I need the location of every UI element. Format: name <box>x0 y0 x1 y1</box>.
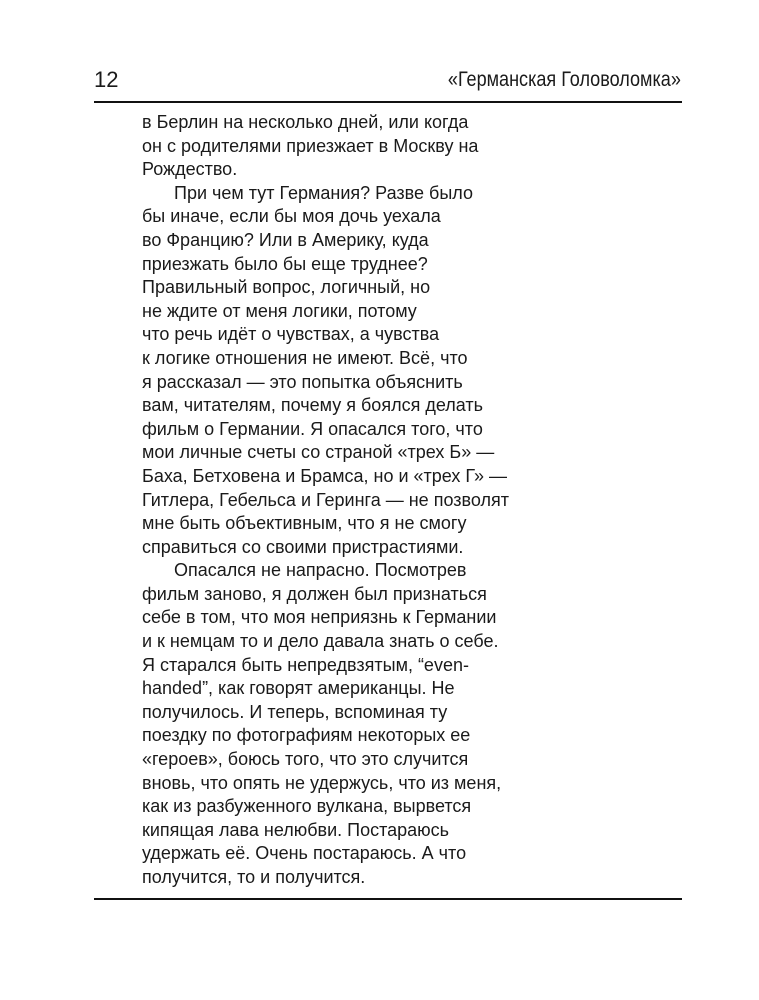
text-line: во Францию? Или в Америку, куда <box>142 229 429 250</box>
text-line: кипящая лава нелюбви. Постараюсь <box>142 819 450 840</box>
text-line: приезжать было бы еще труднее? <box>142 253 428 274</box>
text-line: удержать её. Очень постараюсь. А что <box>142 843 467 864</box>
text-line: мои личные счеты со страной «трех Б» — <box>142 442 495 463</box>
text-line: не ждите от меня логики, потому <box>142 300 417 321</box>
text-line: он с родителями приезжает в Москву на <box>142 135 479 156</box>
text-line: вновь, что опять не удержусь, что из меня, <box>142 772 502 793</box>
text-line: Правильный вопрос, логичный, но <box>142 277 431 298</box>
page-header <box>94 66 681 96</box>
text-line: фильм заново, я должен был признаться <box>142 583 487 604</box>
text-line: Рождество. <box>142 159 238 180</box>
paragraph-start-line: Опасался не напрасно. Посмотрев <box>174 560 467 581</box>
text-line: справиться со своими пристрастиями. <box>142 536 464 557</box>
page-number: 12 <box>94 67 119 92</box>
text-line: получится, то и получится. <box>142 867 366 887</box>
text-line: и к немцам то и дело давала знать о себе. <box>142 631 499 652</box>
text-line: фильм о Германии. Я опасался того, что <box>142 418 483 439</box>
text-line: Баха, Бетховена и Брамса, но и «трех Г» — <box>142 465 507 486</box>
text-line: бы иначе, если бы моя дочь уехала <box>142 206 441 227</box>
text-line: «героев», боюсь того, что это случится <box>142 749 469 770</box>
running-title: «Германская Головоломка» <box>448 68 681 91</box>
text-line: в Берлин на несколько дней, или когда <box>142 112 469 132</box>
text-line: как из разбуженного вулкана, вырвется <box>142 796 472 817</box>
text-line: вам, читателям, почему я боялся делать <box>142 395 483 416</box>
text-line: что речь идёт о чувствах, а чувства <box>142 324 440 345</box>
header-rule <box>94 101 682 103</box>
text-line: себе в том, что моя неприязнь к Германии <box>142 607 497 628</box>
text-line: я рассказал — это попытка объяснить <box>142 371 463 392</box>
text-line: поездку по фотографиям некоторых ее <box>142 725 471 746</box>
text-line: получилось. И теперь, вспоминая ту <box>142 701 448 722</box>
text-line: Я старался быть непредвзятым, “even- <box>142 654 469 675</box>
body-text <box>142 111 542 890</box>
footer-rule <box>94 898 682 900</box>
paragraph-start-line: При чем тут Германия? Разве было <box>174 182 473 203</box>
text-line: handed”, как говорят американцы. Не <box>142 678 455 699</box>
text-line: к логике отношения не имеют. Всё, что <box>142 347 468 368</box>
text-line: Гитлера, Гебельса и Геринга — не позволят <box>142 489 509 510</box>
text-line: мне быть объективным, что я не смогу <box>142 513 467 534</box>
